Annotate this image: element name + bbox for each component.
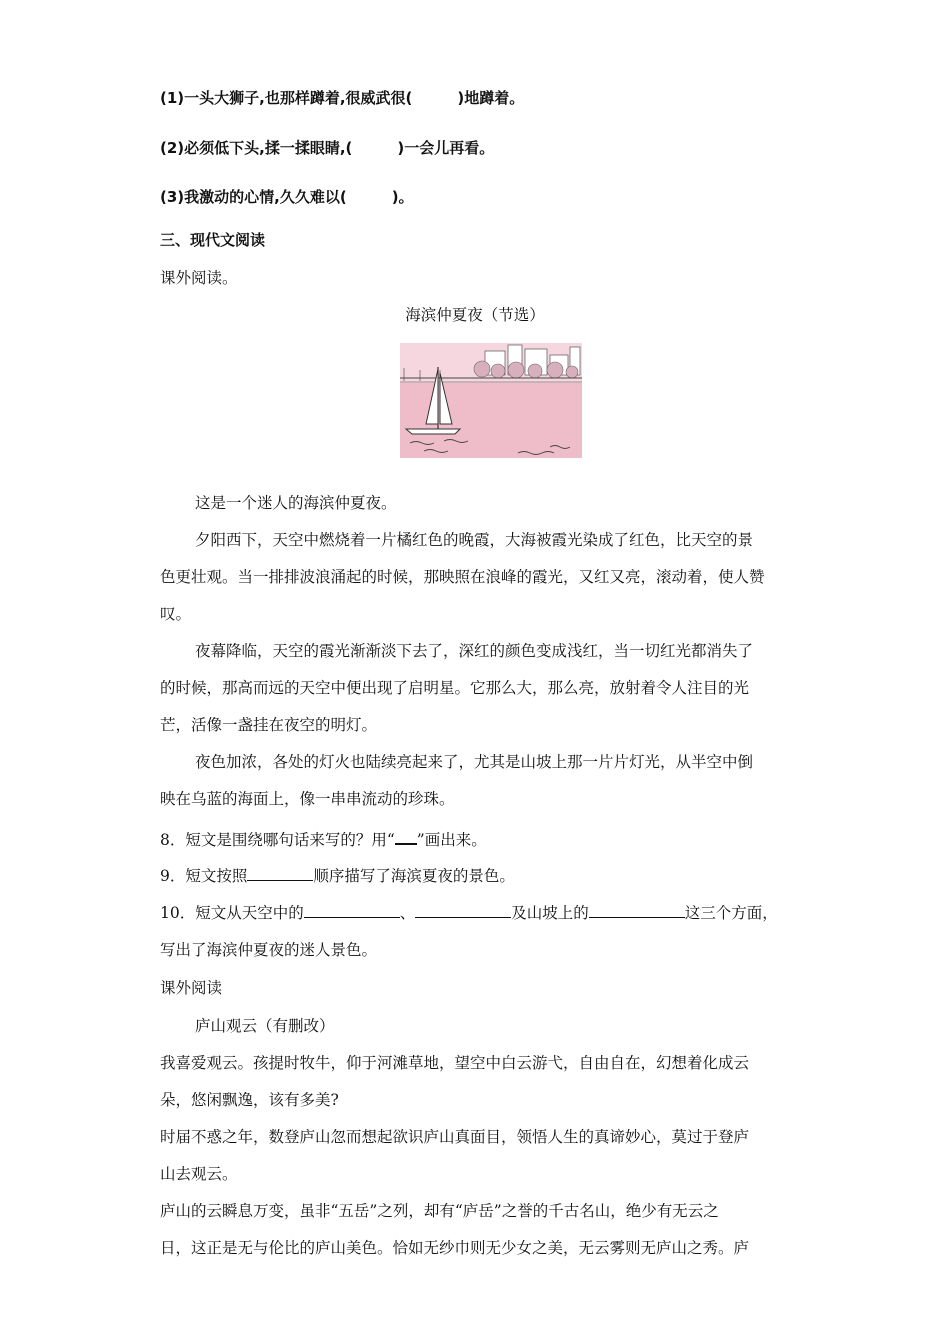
seaside-sailboat-illustration xyxy=(400,343,582,458)
passage1-title: 海滨仲夏夜（节选） xyxy=(405,306,545,324)
answer-blank[interactable] xyxy=(247,865,313,881)
passage2-paragraph: 山去观云。 xyxy=(160,1165,238,1183)
passage1-paragraph: 色更壮观。当一排排波浪涌起的时候，那映照在浪峰的霞光，又红又亮，滚动着，使人赞 xyxy=(160,568,765,586)
section-intro: 课外阅读。 xyxy=(160,269,238,287)
passage1-paragraph: 夕阳西下，天空中燃烧着一片橘红色的晚霞，大海被霞光染成了红色，比天空的景 xyxy=(195,531,754,549)
passage2-title: 庐山观云（有删改） xyxy=(195,1017,335,1035)
passage2-paragraph: 我喜爱观云。孩提时牧牛，仰于河滩草地，望空中白云游弋，自由自在，幻想着化成云 xyxy=(160,1054,750,1072)
passage1-paragraph: 夜色加浓，各处的灯火也陆续亮起来了，尤其是山坡上那一片片灯光，从半空中倒 xyxy=(195,753,754,771)
passage2-paragraph: 日，这正是无与伦比的庐山美色。恰如无纱巾则无少女之美，无云雾则无庐山之秀。庐 xyxy=(160,1239,750,1257)
passage1-paragraph: 映在乌蓝的海面上，像一串串流动的珍珠。 xyxy=(160,790,455,808)
passage1-paragraph: 叹。 xyxy=(160,605,192,623)
passage1-paragraph: 这是一个迷人的海滨仲夏夜。 xyxy=(195,494,397,512)
passage1-paragraph: 芒，活像一盏挂在夜空的明灯。 xyxy=(160,716,378,734)
question-10: 10．短文从天空中的 、 及山坡上的 这三个方面， xyxy=(160,904,778,922)
question-10-continued: 写出了海滨仲夏夜的迷人景色。 xyxy=(160,941,378,959)
answer-blank[interactable] xyxy=(415,902,511,918)
question-8: 8．短文是围绕哪句话来写的？用“ ”画出来。 xyxy=(160,828,487,850)
passage2-paragraph: 庐山的云瞬息万变，虽非“五岳”之列，却有“庐岳”之誉的千古名山，绝少有无云之 xyxy=(160,1202,719,1220)
passage1-paragraph: 的时候，那高而远的天空中便出现了启明星。它那么大，那么亮，放射着令人注目的光 xyxy=(160,679,750,697)
underline-mark xyxy=(395,828,417,845)
passage2-paragraph: 朵，悠闲飘逸，该有多美? xyxy=(160,1091,339,1109)
answer-blank[interactable] xyxy=(589,902,685,918)
passage2-paragraph: 时届不惑之年，数登庐山忽而想起欲识庐山真面目，领悟人生的真谛妙心，莫过于登庐 xyxy=(160,1128,750,1146)
fill-in-question-3: (3)我激动的心情,久久难以( )。 xyxy=(160,188,414,206)
question-9: 9．短文按照 顺序描写了海滨夏夜的景色。 xyxy=(160,867,515,885)
passage1-paragraph: 夜幕降临，天空的霞光渐渐淡下去了，深红的颜色变成浅红，当一切红光都消失了 xyxy=(195,642,754,660)
answer-blank[interactable] xyxy=(304,902,400,918)
fill-in-question-1: (1)一头大狮子,也那样蹲着,很威武很( )地蹲着。 xyxy=(160,89,525,107)
section-intro: 课外阅读 xyxy=(160,979,223,997)
section-heading: 三、现代文阅读 xyxy=(160,231,266,249)
fill-in-question-2: (2)必须低下头,揉一揉眼睛,( )一会儿再看。 xyxy=(160,139,495,157)
